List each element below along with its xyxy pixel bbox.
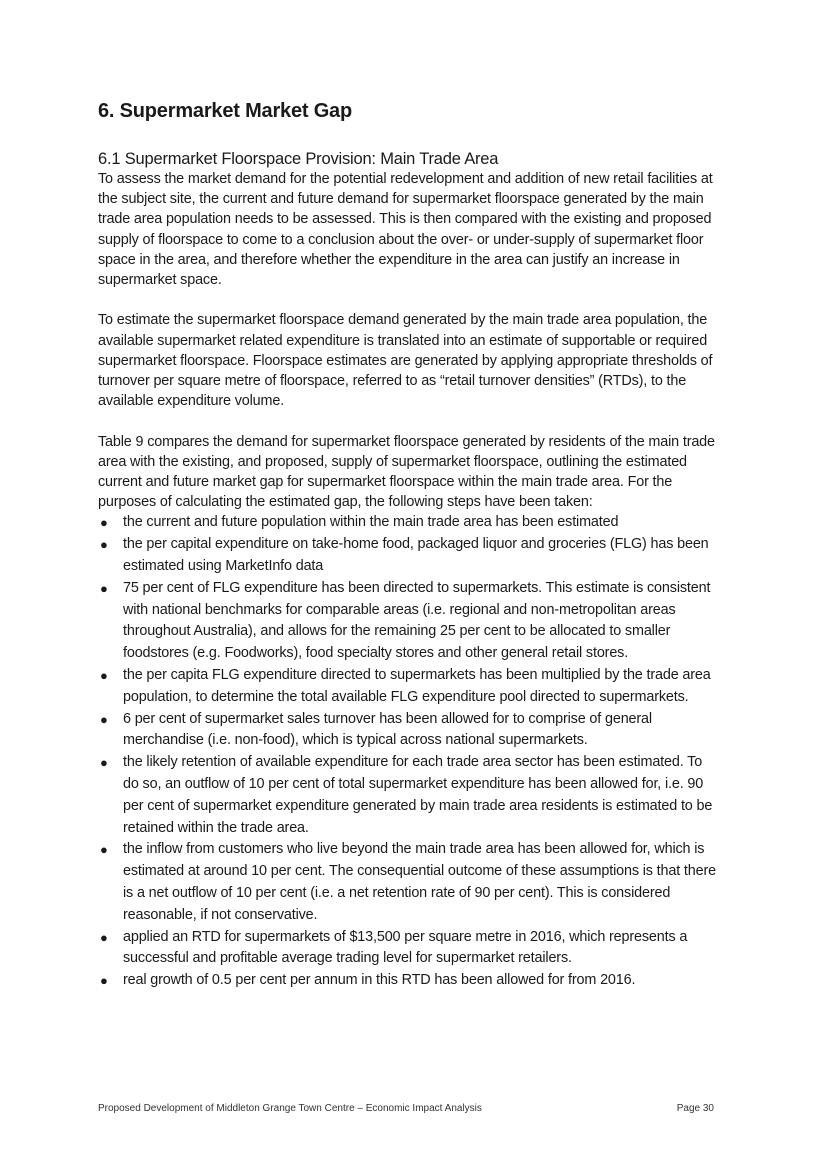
bullet-icon: ● (100, 668, 108, 683)
bullet-icon: ● (100, 755, 108, 771)
bullet-icon: ● (100, 537, 108, 553)
list-item-text: the per capital expenditure on take-home food, packaged liquor and groceries (FLG) has been estimated using MarketInfo data (123, 536, 709, 575)
list-item (98, 839, 718, 926)
list-item-text: the likely retention of available expenditure for each trade area sector has been estimated. To do so, an outflow of 10 per cent of total supermarket expenditure has been allowed for, i.e. 90 per cent of supermarket expenditure generated by main trade area residents is estimated to be retained within the trade area. (123, 754, 713, 836)
paragraph-3: Table 9 compares the demand for supermarket floorspace generated by residents of the main trade area with the existing, and proposed, supply of supermarket floorspace, outlining the estimated current and future market gap for supermarket floorspace within the main trade area. For the purposes of calculating the estimated gap, the following steps have been taken: (98, 433, 715, 511)
list-item-text: the current and future population within the main trade area has been estimated (123, 514, 619, 531)
bullet-icon: ● (100, 580, 108, 596)
subsection-heading: 6.1 Supermarket Floorspace Provision: Main Trade Area (98, 150, 499, 168)
list-item (98, 578, 718, 665)
bullet-icon: ● (100, 711, 108, 727)
paragraph-spacer (98, 411, 718, 431)
list-item-text: the inflow from customers who live beyond the main trade area has been allowed for, which is estimated at around 10 per cent. The consequential outcome of these assumptions is that there is a net outflow of 10 per cent (i.e. a net retention rate of 90 per cent). This is considered reasonable, if not conservative. (123, 841, 716, 923)
list-item-text: 75 per cent of FLG expenditure has been directed to supermarkets. This estimate is consistent with national benchmarks for comparable areas (i.e. regional and non-metropolitan areas throughout Australia), and allows for the remaining 25 per cent to be allocated to smaller foodstores (e.g. Foodworks), food specialty stores and other general retail stores. (123, 579, 711, 662)
paragraph-spacer (98, 290, 718, 310)
bullet-icon: ● (100, 973, 108, 989)
list-item (98, 665, 718, 709)
page-number: Page 30 (676, 1103, 714, 1114)
paragraph-1: To assess the market demand for the potential redevelopment and addition of new retail facilities at the subject site, the current and future demand for supermarket floorspace generated by the main trade area population needs to be assessed. This is then compared with the existing and proposed supply of floorspace to come to a conclusion about the over- or under-supply of supermarket floor space in the area, and therefore whether the expenditure in the area can justify an increase in supermarket space. (98, 171, 713, 289)
list-item (98, 709, 718, 753)
bullet-icon: ● (100, 842, 108, 858)
list-item-text: applied an RTD for supermarkets of $13,500 per square metre in 2016, which represents a successful and profitable average trading level for supermarket retailers. (123, 928, 688, 967)
paragraph-2: To estimate the supermarket floorspace demand generated by the main trade area population, the available supermarket related expenditure is translated into an estimate of supportable or required supermarket floorspace. Floorspace estimates are generated by applying appropriate thresholds of turnover per square metre of floorspace, referred to as “retail turnover densities” (RTDs), to the available expenditure volume. (98, 312, 713, 410)
bullet-icon: ● (100, 929, 108, 945)
footer-title: Proposed Development of Middleton Grange Town Centre – Economic Impact Analysis (98, 1103, 482, 1114)
list-item-text: real growth of 0.5 per cent per annum in this RTD has been allowed for from 2016. (123, 972, 636, 989)
list-item (98, 752, 718, 839)
steps-list (98, 512, 718, 992)
list-item (98, 512, 718, 534)
list-item (98, 927, 718, 971)
list-item-text: 6 per cent of supermarket sales turnover has been allowed for to comprise of general merchandise (i.e. non-food), which is typical across national supermarkets. (123, 710, 652, 749)
list-item (98, 534, 718, 578)
section-heading: 6. Supermarket Market Gap (98, 100, 352, 122)
section-body (98, 149, 718, 992)
bullet-icon: ● (100, 515, 108, 531)
list-item (98, 970, 718, 992)
list-item-text: the per capita FLG expenditure directed to supermarkets has been multiplied by the trade area population, to determine the total available FLG expenditure pool directed to supermarkets. (123, 667, 711, 705)
